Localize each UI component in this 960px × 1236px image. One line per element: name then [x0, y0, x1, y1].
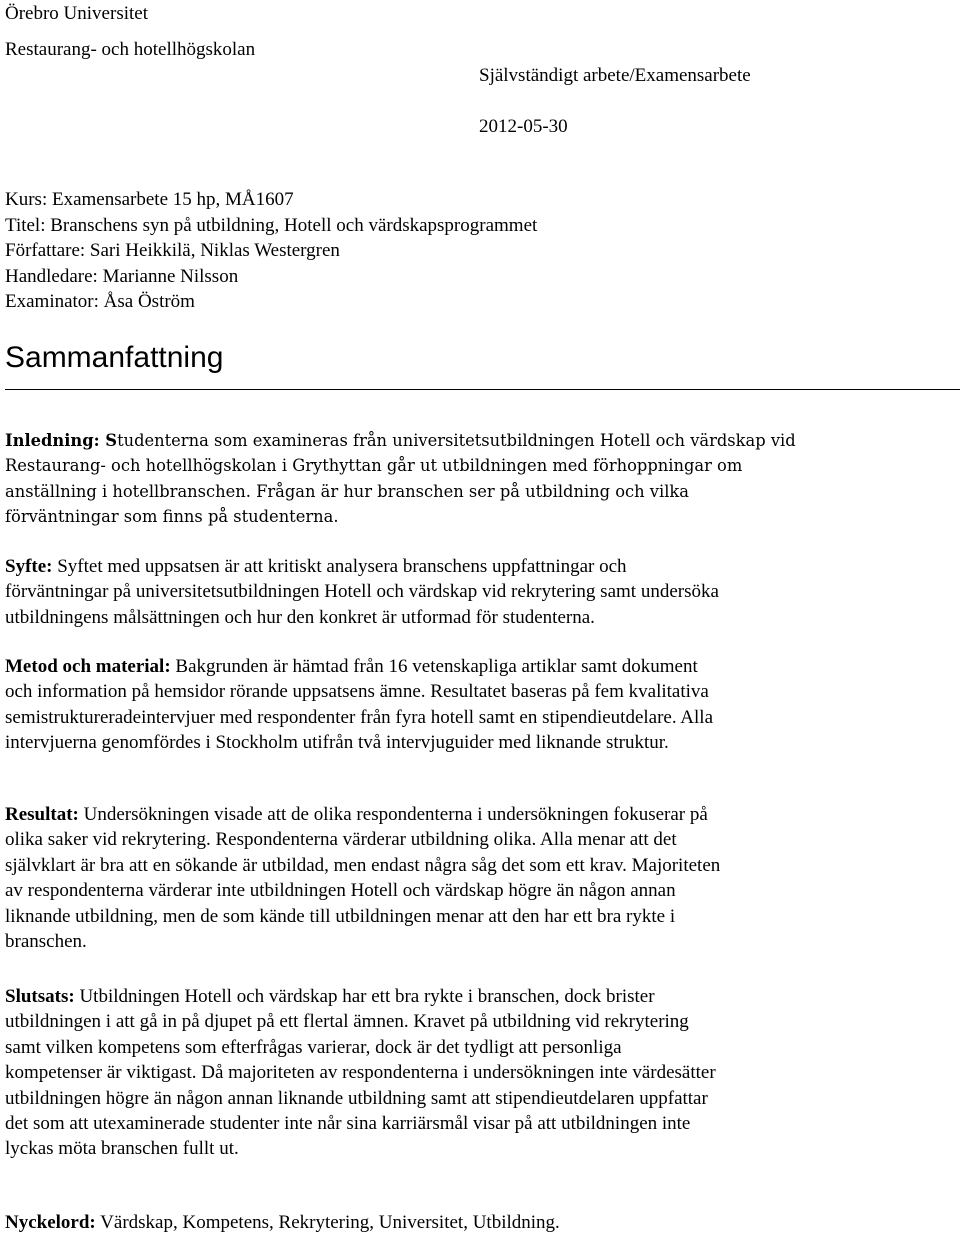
supervisor-line: Handledare: Marianne Nilsson — [5, 265, 239, 287]
paragraph-nyckelord — [5, 1210, 935, 1235]
paragraph-line: samt vilken kompetens som efterfrågas varierar, dock är det tydligt att personliga — [5, 1036, 622, 1058]
paragraph-inledning — [5, 428, 935, 530]
authors-line: Författare: Sari Heikkilä, Niklas Westergren — [5, 240, 340, 261]
paragraph-line: Restaurang- och hotellhögskolan i Grythyttan går ut utbildningen med förhoppningar om — [5, 456, 743, 476]
paragraph-line — [5, 654, 935, 679]
document-type: Självständigt arbete/Examensarbete — [479, 65, 751, 86]
paragraph-line — [5, 554, 935, 579]
paragraph-text: Bakgrunden är hämtad från 16 vetenskapliga artiklar samt dokument — [170, 656, 698, 677]
paragraph-text: Utbildningen Hotell och värdskap har ett bra rykte i branschen, dock brister — [74, 986, 655, 1007]
paragraph-line: förväntningar på universitetsutbildningen Hotell och värdskap vid rekrytering samt undersöka — [5, 581, 719, 603]
heading-divider — [5, 389, 960, 390]
paragraph-line: kompetenser är viktigast. Då majoriteten av respondenterna i undersökningen inte värdesätter — [5, 1062, 716, 1084]
paragraph-line: semistruktureradeintervjuer med respondenter från fyra hotell samt en stipendieutdelare. Alla — [5, 706, 714, 728]
paragraph-syfte — [5, 554, 935, 630]
paragraph-line — [5, 984, 935, 1009]
school-name: Restaurang- och hotellhögskolan — [5, 39, 256, 60]
university-name: Örebro Universitet — [5, 3, 148, 24]
paragraph-text: Undersökningen visade att de olika respondenterna i undersökningen fokuserar på — [78, 804, 708, 825]
paragraph-line: intervjuerna genomfördes i Stockholm utifrån två intervjuguider med liknande struktur. — [5, 732, 669, 754]
paragraph-line: självklart är bra att en sökande är utbildad, men endast några såg det som ett krav. Majoriteten — [5, 854, 721, 876]
paragraph-slutsats — [5, 984, 935, 1162]
paragraph-line — [5, 428, 935, 453]
examiner-line: Examinator: Åsa Öström — [5, 291, 195, 312]
paragraph-line: utbildningens målsättningen och hur den konkret är utformad för studenterna. — [5, 606, 595, 628]
paragraph-text: tudenterna som examineras från universitetsutbildningen Hotell och värdskap vid — [117, 431, 796, 450]
title-line: Titel: Branschens syn på utbildning, Hotell och värdskapsprogrammet — [5, 214, 538, 236]
paragraph-line: förväntningar som finns på studenterna. — [5, 507, 339, 527]
paragraph-label: Metod och material: — [5, 656, 171, 677]
paragraph-line: och information på hemsidor rörande uppsatsens ämne. Resultatet baseras på fem kvalitativa — [5, 681, 709, 703]
thesis-metadata — [5, 187, 537, 315]
paragraph-label: Nyckelord: — [5, 1212, 96, 1233]
paragraph-line: branschen. — [5, 931, 87, 953]
paragraph-resultat — [5, 802, 935, 954]
paragraph-label: Inledning: S — [5, 431, 118, 450]
paragraph-label: Slutsats: — [5, 986, 75, 1007]
paragraph-line: olika saker vid rekrytering. Respondenterna värderar utbildning olika. Alla menar att det — [5, 829, 677, 851]
paragraph-line: liknande utbildning, men de som kände till utbildningen menar att den har ett bra rykte i — [5, 905, 676, 927]
paragraph-line: av respondenterna värderar inte utbildningen Hotell och värdskap högre än någon annan — [5, 880, 676, 902]
paragraph-text: Syftet med uppsatsen är att kritiskt analysera branschens uppfattningar och — [52, 556, 627, 577]
section-heading: Sammanfattning — [5, 341, 224, 374]
paragraph-line: anställning i hotellbranschen. Frågan är hur branschen ser på utbildning och vilka — [5, 481, 689, 501]
paragraph-line: lyckas möta branschen fullt ut. — [5, 1138, 239, 1160]
paragraph-text: Värdskap, Kompetens, Rekrytering, Universitet, Utbildning. — [95, 1212, 560, 1233]
paragraph-line: utbildningen i att gå in på djupet på ett flertal ämnen. Kravet på utbildning vid rekrytering — [5, 1011, 689, 1033]
paragraph-line: utbildningen högre än någon annan liknande utbildning samt att stipendieutdelaren uppfattar — [5, 1087, 708, 1109]
paragraph-metod — [5, 654, 935, 756]
course-line: Kurs: Examensarbete 15 hp, MÅ1607 — [5, 189, 294, 210]
document-date: 2012-05-30 — [479, 116, 568, 137]
paragraph-line: det som att utexaminerade studenter inte når sina karriärsmål visar på att utbildningen inte — [5, 1113, 691, 1135]
paragraph-label: Syfte: — [5, 556, 53, 577]
paragraph-label: Resultat: — [5, 804, 79, 825]
paragraph-line — [5, 1210, 935, 1235]
paragraph-line — [5, 802, 935, 827]
